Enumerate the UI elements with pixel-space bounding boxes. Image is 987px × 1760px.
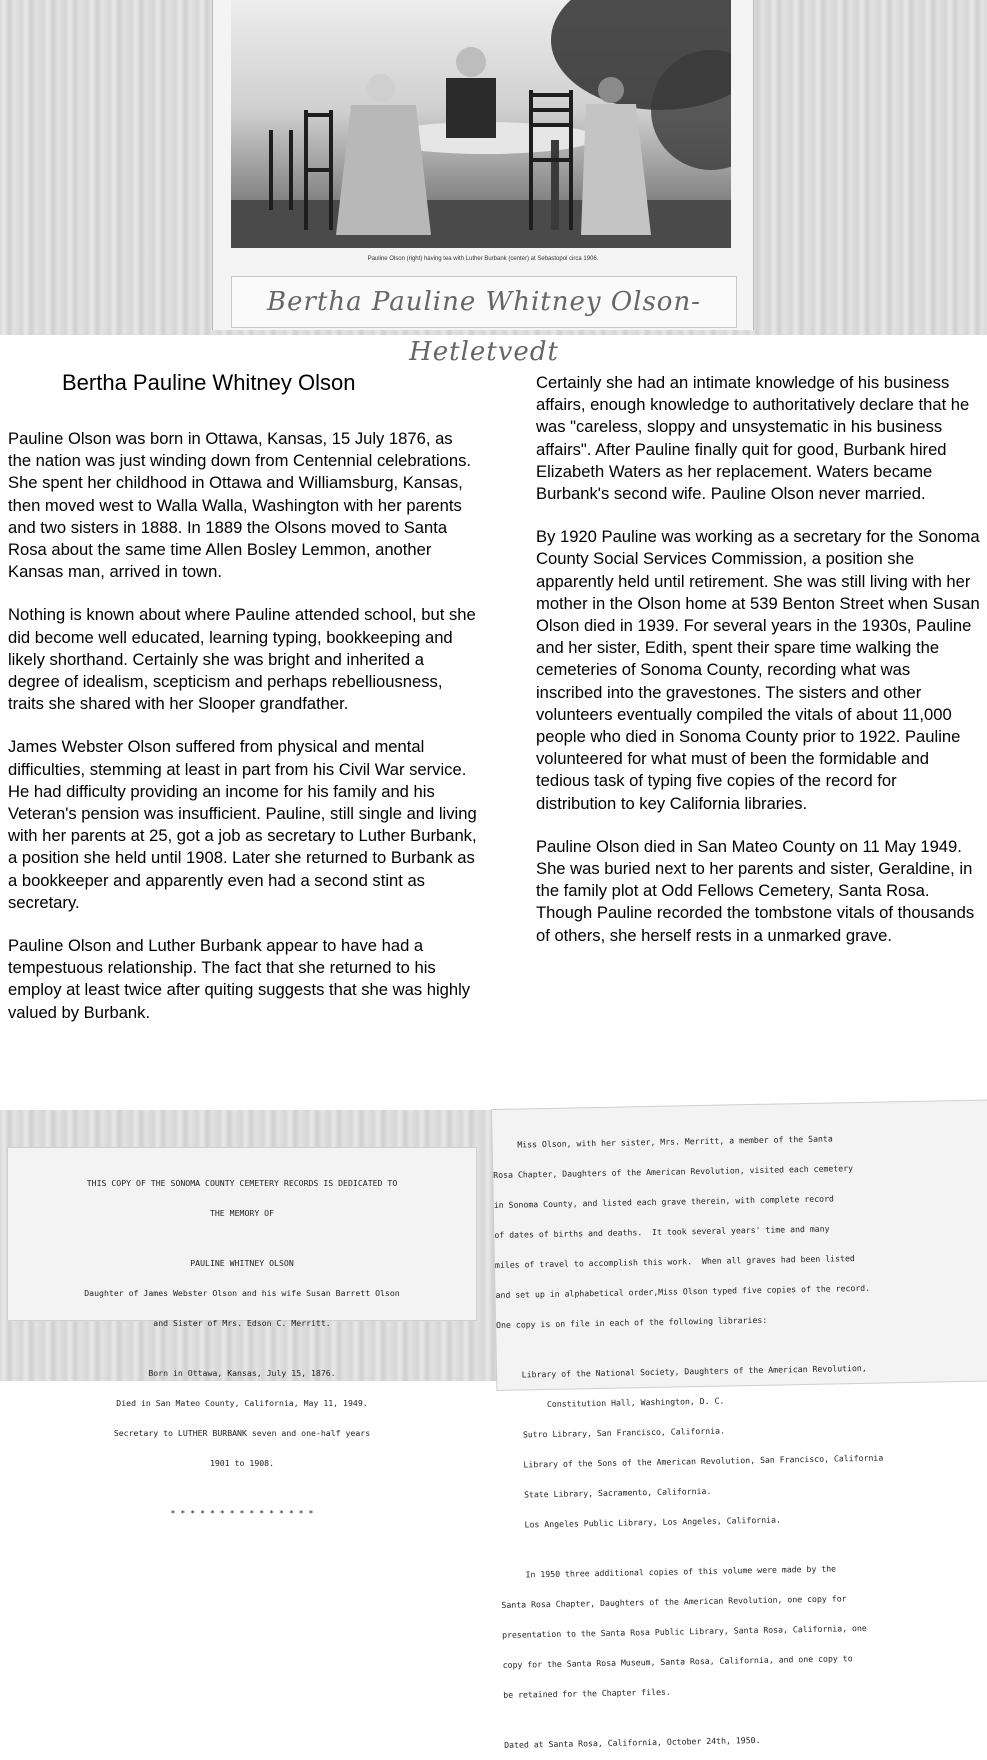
typed-line: copy for the Santa Rosa Museum, Santa Rosa, California, and one copy to [502,1653,853,1670]
typed-line: * * * * * * * * * * * * * * * [170,1508,314,1518]
typed-line: THE MEMORY OF [209,1208,275,1218]
typed-line: Rosa Chapter, Daughters of the American Revolution, visited each cemetery [493,1163,854,1180]
paragraph: Nothing is known about where Pauline attended school, but she did become well educated, learning typing, bookkeeping and likely shorthand. Certainly she was bright and inherited a degree of idealism, scepticism and perhaps rebelliousness, traits she shared with her Slooper grandfather. [8,605,476,714]
typed-line: THIS COPY OF THE SONOMA COUNTY CEMETERY RECORDS IS DEDICATED TO [86,1178,398,1188]
left-column [8,428,478,1024]
handwritten-signature: Bertha Pauline Whitney Olson-Hetletvedt [231,276,737,328]
typed-line: miles of travel to accomplish this work. When all graves had been listed [494,1253,855,1270]
typed-line: and Sister of Mrs. Edson C. Merritt. [153,1318,331,1328]
typed-line: State Library, Sacramento, California. [499,1485,712,1500]
typed-line: Died in San Mateo County, California, May 11, 1949. [116,1398,368,1408]
typed-line: Secretary to LUTHER BURBANK seven and one-half years [113,1428,371,1438]
typed-library-record-note [492,1100,987,1750]
paragraph: Pauline Olson and Luther Burbank appear to have had a tempestuous relationship. The fact that she returned to his employ at least twice after quiting suggests that she was highly valued by Burbank. [8,936,471,1022]
typed-line: In 1950 three additional copies of this volume were made by the [500,1563,837,1580]
typed-line: Library of the Sons of the American Revolution, San Francisco, California [498,1452,884,1470]
paragraph: Certainly she had an intimate knowledge of his business affairs, enough knowledge to authoritatively declare that he was "careless, sloppy and unsystematic in his business affairs". After Pauline finally quit for good, Burbank hired Elizabeth Waters as her replacement. Waters became Burbank's second wife. Pauline Olson never married. [536,373,970,504]
photo-panel [212,0,754,367]
typed-line: presentation to the Santa Rosa Public Library, Santa Rosa, California, one [501,1622,867,1640]
typed-line: Dated at Santa Rosa, California, October 24th, 1950. [504,1734,761,1750]
typed-line: Sutro Library, San Francisco, California. [498,1425,726,1440]
right-column [536,372,981,947]
tea-party-photo-illustration [231,0,731,248]
page-title: Bertha Pauline Whitney Olson [62,370,356,395]
paragraph: James Webster Olson suffered from physical and mental difficulties, stemming at least in part from his Civil War service. He had difficulty providing an income for his family and his Veteran's pension was insufficient. Pauline, still single and living with her parents at 25, got a job as secretary to Luther Burbank, a position she held until 1908. Later she returned to Burbank as a bookkeeper and apparently even had a second stint as secretary. [8,737,477,912]
typed-line: Miss Olson, with her sister, Mrs. Merritt, a member of the Santa [492,1133,833,1150]
typed-line: 1901 to 1908. [209,1458,275,1468]
typed-line: PAULINE WHITNEY OLSON [190,1258,294,1268]
paragraph: Pauline Olson died in San Mateo County on 11 May 1949. She was buried next to her parents and sister, Geraldine, in the family plot at Odd Fellows Cemetery, Santa Rosa. Though Pauline recorded the tombstone vitals of thousands of others, she herself rests in a unmarked grave. [536,836,975,945]
typed-line: Born in Ottawa, Kansas, July 15, 1876. [148,1368,336,1378]
typed-line: be retained for the Chapter files. [503,1686,671,1700]
typed-line: One copy is on file in each of the following libraries: [496,1314,768,1330]
typed-line: in Sonoma County, and listed each grave therein, with complete record [493,1193,834,1210]
paragraph: Pauline Olson was born in Ottawa, Kansas, 15 July 1876, as the nation was just winding down from Centennial celebrations. She spent her childhood in Ottawa and Williamsburg, Kansas, then moved west to Walla Walla, Washington with her parents and two sisters in 1888. In 1889 the Olsons moved to Santa Rosa about the same time Allen Bosley Lemmon, another Kansas man, arrived in town. [8,429,472,582]
typed-line: Constitution Hall, Washington, D. C. [497,1395,725,1410]
photo-caption: Pauline Olson (right) having tea with Luther Burbank (center) at Sebastopol circa 1906. [367,256,599,262]
typed-line [497,1340,987,1350]
typed-line: and set up in alphabetical order,Miss Olson typed five copies of the record. [495,1282,871,1300]
typed-line: Santa Rosa Chapter, Daughters of the American Revolution, one copy for [501,1593,847,1610]
typed-line: Los Angeles Public Library, Los Angeles, California. [499,1514,781,1530]
typed-line: of dates of births and deaths. It took several years' time and many [494,1223,830,1240]
typed-line [504,1710,987,1720]
typed-dedication-card [8,1148,476,1518]
typed-line: Library of the National Society, Daughters of the American Revolution, [496,1362,867,1380]
historic-photograph [231,0,731,248]
paragraph: By 1920 Pauline was working as a secretary for the Sonoma County Social Services Commission, a position she apparently held until retirement. She was still living with her mother in the Olson home at 539 Benton Street when Susan Olson died in 1939. For several years in the 1930s, Pauline and her sister, Edith, spent their spare time walking the cemeteries of Sonoma County, recording what was inscribed into the gravestones. The sisters and other volunteers eventually compiled the vitals of about 11,000 people who died in Sonoma County prior to 1922. Pauline volunteered for what must of been the formidable and tedious task of typing five copies of the record for distribution to key California libraries. [536,527,980,813]
typed-line: Daughter of James Webster Olson and his wife Susan Barrett Olson [84,1288,400,1298]
typed-line [500,1540,987,1550]
